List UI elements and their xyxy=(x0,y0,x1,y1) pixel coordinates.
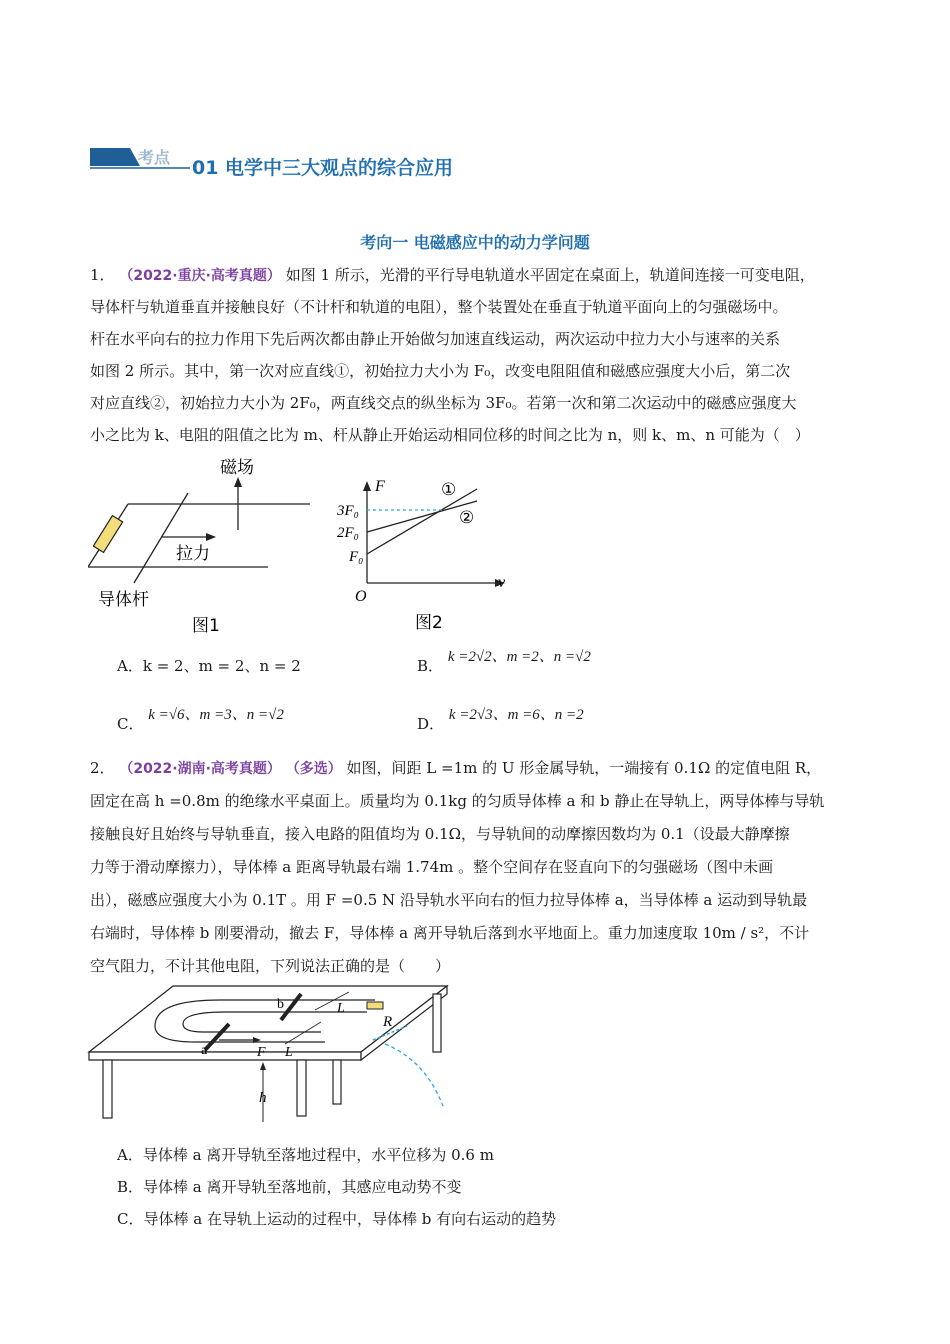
q2-text-line: 右端时，导体棒 b 刚要滑动，撤去 F，导体棒 a 离开导轨后落到水平地面上。重力加速度取 10m / s²，不计 xyxy=(90,924,810,942)
q2-figure xyxy=(85,982,455,1127)
q2-text-line: 固定在高 h =0.8m 的绝缘水平桌面上。质量均为 0.1kg 的匀质导体棒 a 和 b 静止在导轨上，两导体棒与导轨 xyxy=(90,792,825,810)
q1-text-line: 如图 1 所示，光滑的平行导电轨道水平固定在桌面上，轨道间连接一可变电阻， xyxy=(285,266,815,284)
q2-option-b[interactable]: B．导体棒 a 离开导轨至落地前，其感应电动势不变 xyxy=(117,1178,462,1196)
tick-2F0: 2F₀ xyxy=(337,525,359,541)
resistor-icon xyxy=(93,516,122,553)
conductor-rod xyxy=(134,493,188,583)
option-letter: B． xyxy=(417,657,444,675)
topic-badge xyxy=(90,146,190,170)
q2-option-c[interactable]: C．导体棒 a 在导轨上运动的过程中，导体棒 b 有向右运动的趋势 xyxy=(117,1210,557,1228)
option-d-text: k =2√3、m =6、n =2 xyxy=(448,707,584,723)
q2-source: （2022·湖南·高考真题） xyxy=(119,761,281,777)
q2-text-line: 空气阻力，不计其他电阻，下列说法正确的是（ ） xyxy=(90,957,451,975)
label-b: b xyxy=(277,997,284,1012)
origin-label: O xyxy=(355,588,367,605)
fig1-caption: 图1 xyxy=(192,616,220,636)
option-letter: C． xyxy=(117,715,144,733)
q1-number: 1． xyxy=(90,266,115,284)
label-a: a xyxy=(201,1043,208,1058)
q1-option-d[interactable] xyxy=(417,707,584,735)
section-title: 考向一 电磁感应中的动力学问题 xyxy=(360,233,590,252)
q1-option-a[interactable]: A．k = 2、m = 2、n = 2 xyxy=(117,657,301,675)
trajectory xyxy=(385,1044,443,1106)
q2-option-a[interactable]: A．导体棒 a 离开导轨至落地过程中，水平位移为 0.6 m xyxy=(117,1146,494,1164)
q1-text-line: 小之比为 k、电阻的阻值之比为 m、杆从静止开始运动相同位移的时间之比为 n，则 k、m、n 可能为（ ） xyxy=(90,426,810,444)
q1-figure-2 xyxy=(335,475,515,640)
badge-label: 考点 xyxy=(138,148,171,167)
tick-3F0: 3F₀ xyxy=(337,503,359,519)
q2-first-line xyxy=(90,758,821,779)
q2-text-line: 如图，间距 L =1m 的 U 形金属导轨，一端接有 0.1Ω 的定值电阻 R， xyxy=(346,759,822,777)
q1-option-c[interactable] xyxy=(117,707,284,735)
option-c-text: k =√6、m =3、n =√2 xyxy=(148,707,284,723)
label-rod: 导体杆 xyxy=(98,590,149,610)
q1-text-line: 导体杆与轨道垂直并接触良好（不计杆和轨道的电阻），整个装置处在垂直于轨道平面向上的匀强磁场中。 xyxy=(90,298,788,316)
q1-text-line: 对应直线②，初始拉力大小为 2F₀，两直线交点的纵坐标为 3F₀。若第一次和第二次运动中的磁感应强度大 xyxy=(90,394,797,412)
q2-text-line: 出），磁感应强度大小为 0.1T 。用 F =0.5 N 沿导轨水平向右的恒力拉导体棒 a，当导体棒 a 运动到导轨最 xyxy=(90,891,808,909)
right-arrow-icon xyxy=(206,533,216,541)
line-2-label: ② xyxy=(459,508,475,528)
resistor-icon xyxy=(367,1002,383,1009)
label-h: h xyxy=(259,1090,267,1106)
axis-y-label: F xyxy=(375,478,385,495)
q1-text-line: 如图 2 所示。其中，第一次对应直线①，初始拉力大小为 F₀，改变电阻阻值和磁感应强度大小后，第二次 xyxy=(90,362,791,380)
axis-x-label: v xyxy=(498,574,506,591)
label-F: F xyxy=(257,1045,266,1060)
label-field: 磁场 xyxy=(220,458,254,478)
label-R: R xyxy=(383,1014,393,1030)
q1-figure-1 xyxy=(88,455,318,640)
page-title: 01 电学中三大观点的综合应用 xyxy=(192,157,454,179)
q1-source: （2022·重庆·高考真题） xyxy=(119,268,281,284)
tick-F0: F₀ xyxy=(349,549,364,565)
q1-first-line xyxy=(90,265,815,286)
up-arrow-icon xyxy=(234,477,242,487)
label-L-lower: L xyxy=(285,1045,293,1060)
q2-multi-tag: （多选） xyxy=(285,761,342,777)
q2-text-line: 接触良好且始终与导轨垂直，接入电路的阻值均为 0.1Ω，与导轨间的动摩擦因数均为 0.1（设最大静摩擦 xyxy=(90,825,790,843)
q1-option-b[interactable] xyxy=(417,649,591,677)
q2-text-line: 力等于滑动摩擦力），导体棒 a 距离导轨最右端 1.74m 。整个空间存在竖直向下的匀强磁场（图中未画 xyxy=(90,858,774,876)
fig2-caption: 图2 xyxy=(415,613,443,633)
q2-number: 2． xyxy=(90,759,115,777)
option-b-text: k =2√2、m =2、n =√2 xyxy=(447,649,591,665)
line-1-label: ① xyxy=(441,480,457,500)
label-force: 拉力 xyxy=(176,544,210,564)
q1-text-line: 杆在水平向右的拉力作用下先后两次都由静止开始做匀加速直线运动，两次运动中拉力大小与速率的关系 xyxy=(90,330,781,348)
option-letter: D． xyxy=(417,715,445,733)
label-L-upper: L xyxy=(337,1001,345,1016)
